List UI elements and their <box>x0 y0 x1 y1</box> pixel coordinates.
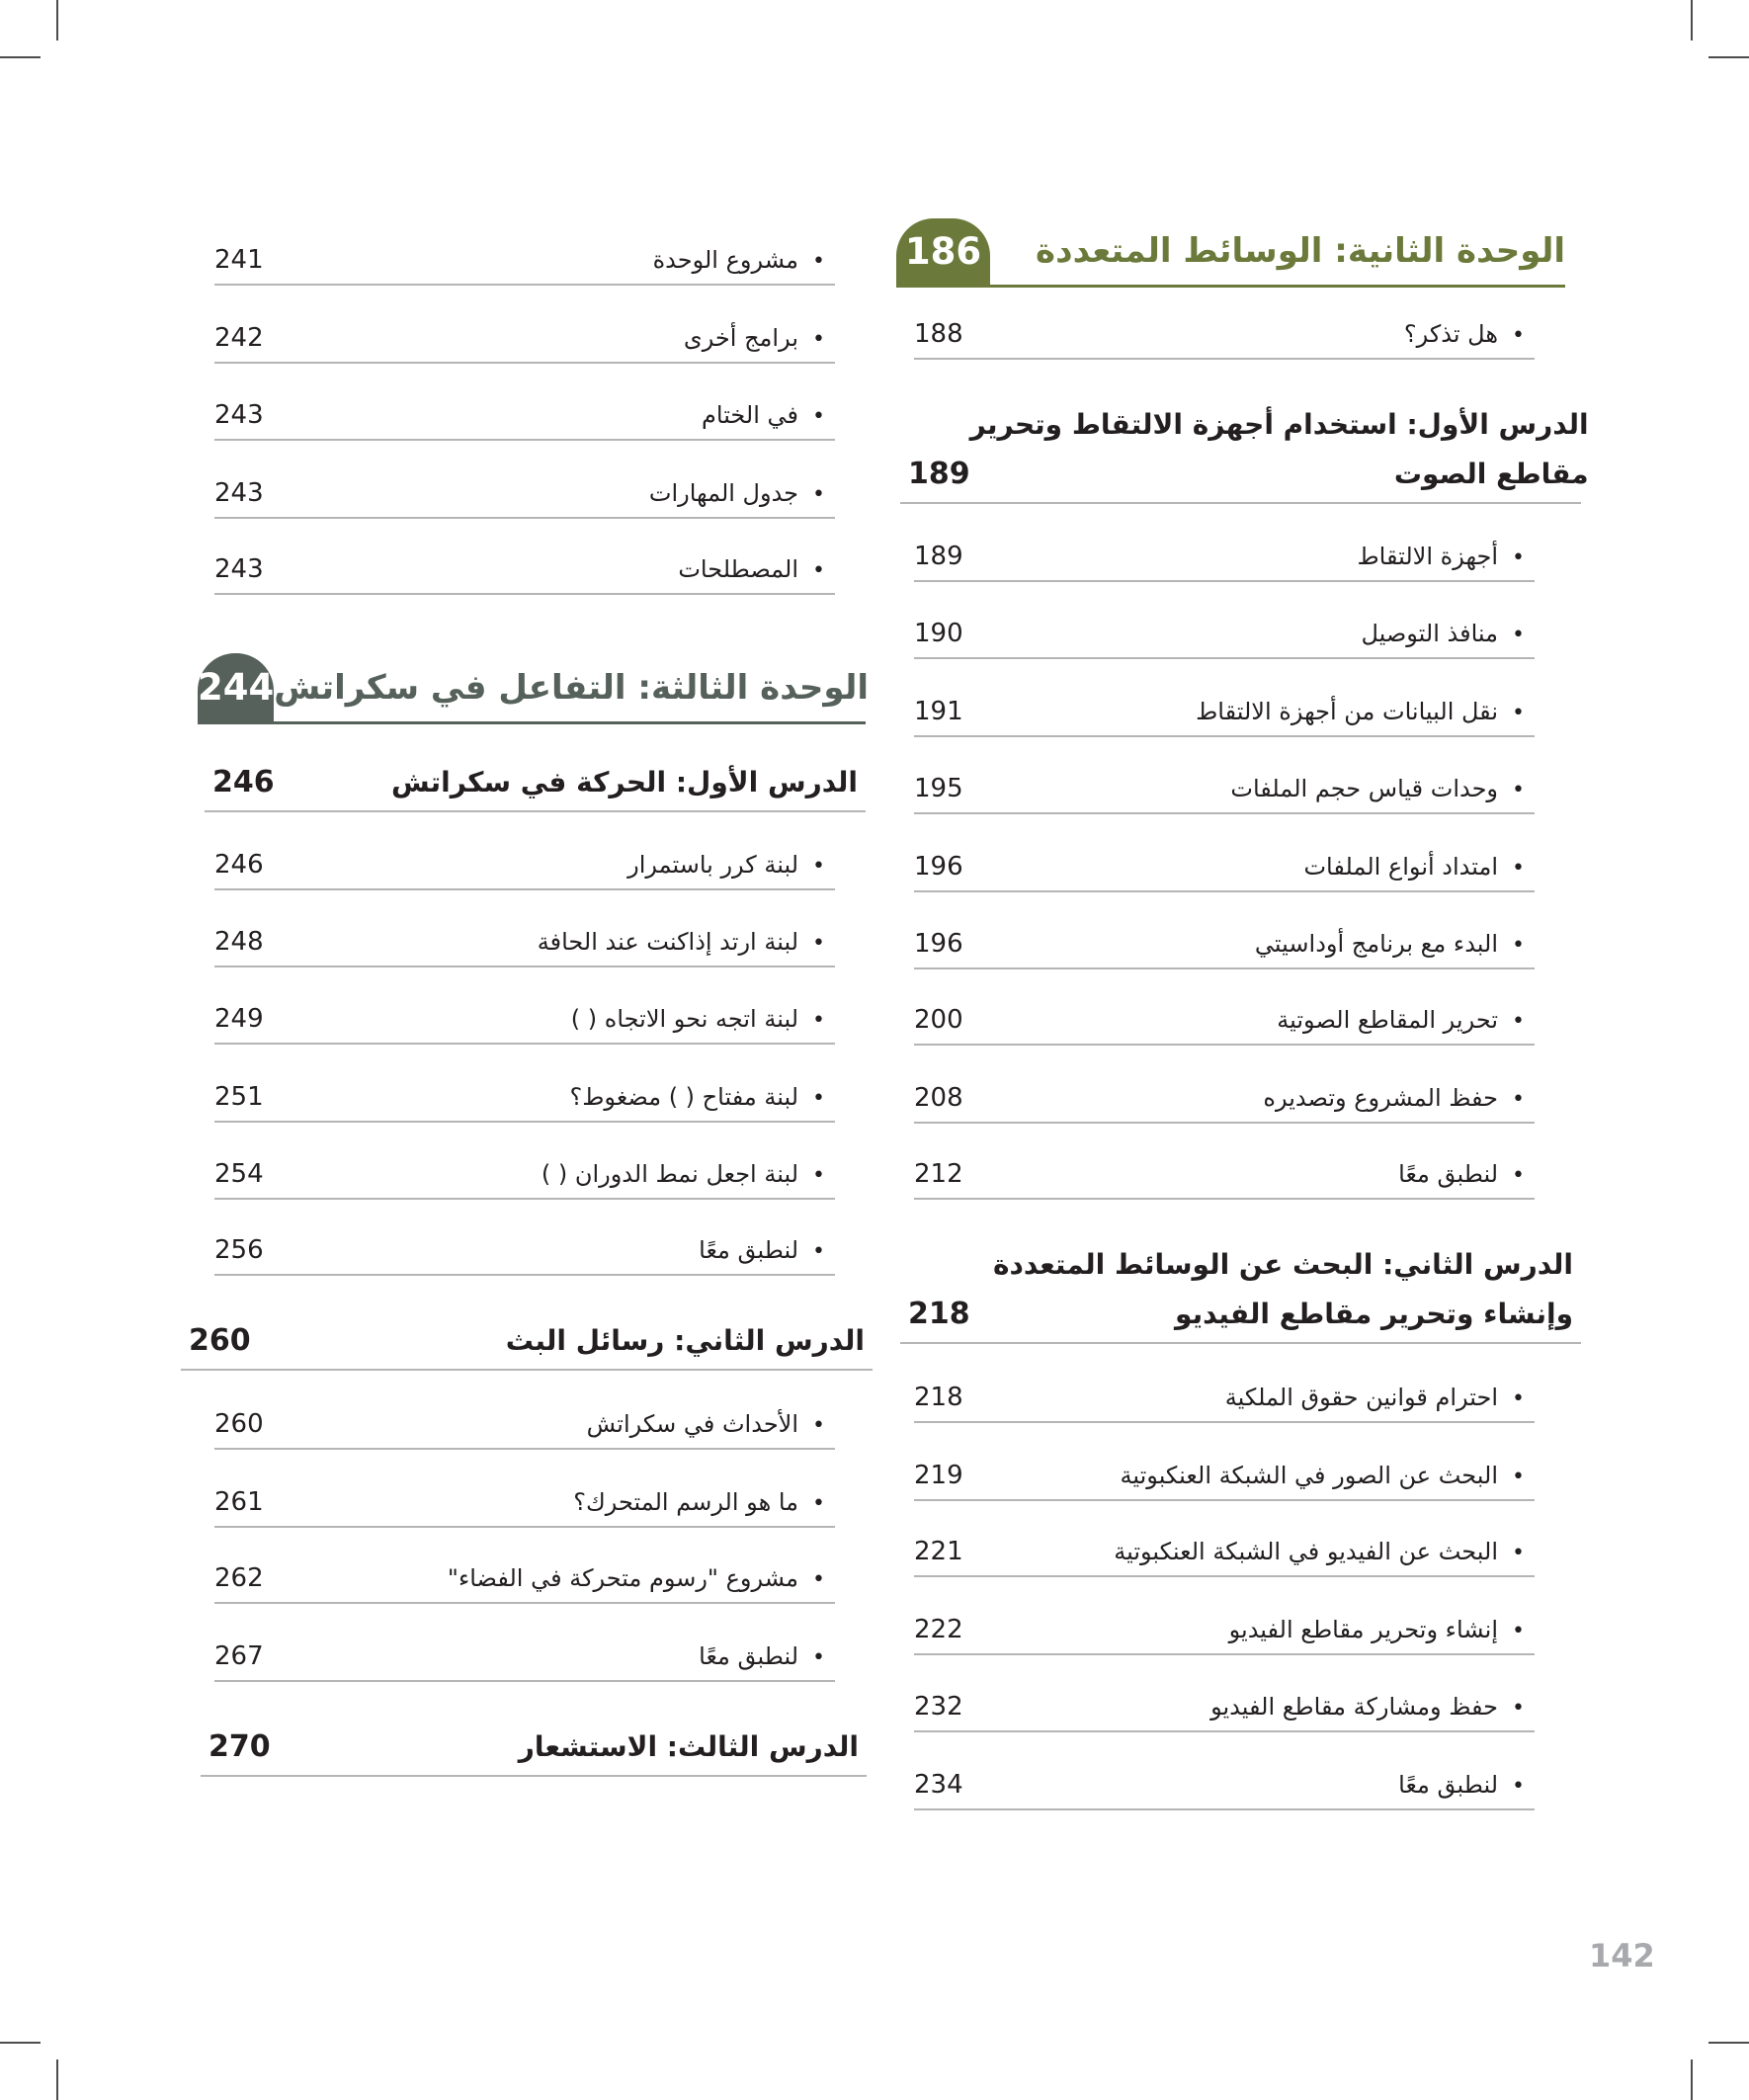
toc-item <box>214 1150 835 1200</box>
lesson-title <box>970 400 1597 502</box>
lesson-heading <box>900 1240 1581 1344</box>
toc-item <box>214 1073 835 1123</box>
toc-item-label: • لبنة كرر باستمرار <box>627 851 835 879</box>
lesson-heading <box>201 1722 867 1777</box>
toc-item-label: • احترام قوانين حقوق الملكية <box>1225 1384 1535 1411</box>
toc-item <box>214 546 835 595</box>
toc-item <box>914 688 1535 737</box>
unit-page-badge: 186 <box>896 218 990 285</box>
toc-item-page: 212 <box>914 1159 963 1189</box>
toc-item-page: 218 <box>914 1383 963 1412</box>
toc-item-page: 208 <box>914 1083 963 1113</box>
toc-item-label: • ما هو الرسم المتحرك؟ <box>573 1488 835 1516</box>
lesson-title <box>993 1240 1581 1342</box>
crop-mark <box>0 2042 41 2044</box>
page-number: 142 <box>1589 1937 1655 1974</box>
toc-item-page: 246 <box>214 850 264 880</box>
toc-item-page: 243 <box>214 554 264 584</box>
lesson-title <box>506 1316 873 1369</box>
toc-item <box>914 1683 1535 1732</box>
lesson-title <box>391 758 866 810</box>
toc-item <box>214 918 835 967</box>
unit-page-badge: 244 <box>198 653 274 721</box>
lesson-page-number: 270 <box>208 1729 271 1764</box>
crop-mark <box>1708 2042 1749 2044</box>
toc-item-label: • حفظ المشروع وتصديره <box>1263 1084 1535 1112</box>
toc-item-label: • نقل البيانات من أجهزة الالتقاط <box>1196 698 1535 725</box>
toc-item-page: 222 <box>914 1615 963 1644</box>
lesson-page-number: 246 <box>212 765 275 799</box>
toc-item-label: • إنشاء وتحرير مقاطع الفيديو <box>1229 1616 1535 1643</box>
lesson-title-line: الدرس الثاني: رسائل البث <box>505 1324 865 1357</box>
unit-title: الوحدة الثانية: الوسائط المتعددة <box>1036 231 1565 271</box>
toc-item-page: 261 <box>214 1487 264 1517</box>
lesson-heading <box>900 400 1589 504</box>
toc-item-page: 243 <box>214 478 264 508</box>
lesson-heading <box>205 758 866 812</box>
toc-item <box>214 1554 835 1604</box>
toc-item-label: • في الختام <box>702 401 835 429</box>
toc-item-label: • الأحداث في سكراتش <box>587 1410 835 1438</box>
toc-item <box>214 469 835 519</box>
toc-item-page: 234 <box>914 1770 963 1800</box>
toc-item <box>914 996 1535 1046</box>
toc-item <box>214 391 835 441</box>
toc-item-page: 190 <box>914 619 963 648</box>
toc-item-label: • لبنة ارتد إذاكنت عند الحافة <box>538 928 835 956</box>
toc-item-page: 219 <box>914 1461 963 1490</box>
lesson-page-number: 260 <box>189 1323 251 1358</box>
toc-item <box>214 1478 835 1528</box>
toc-item-label: • لبنة مفتاح ( ) مضغوط؟ <box>569 1083 835 1111</box>
toc-item-page: 195 <box>914 774 963 803</box>
toc-item-page: 267 <box>214 1641 264 1671</box>
toc-item-label: • منافذ التوصيل <box>1361 620 1535 647</box>
toc-item <box>214 236 835 286</box>
toc-item-label: • أجهزة الالتقاط <box>1357 543 1535 570</box>
toc-item-label: • لبنة اتجه نحو الاتجاه ( ) <box>571 1005 835 1033</box>
toc-item <box>214 995 835 1045</box>
toc-item-page: 241 <box>214 245 264 275</box>
lesson-page-number: 189 <box>908 457 970 491</box>
toc-item <box>914 533 1535 582</box>
toc-item <box>214 314 835 364</box>
crop-mark <box>56 0 58 41</box>
toc-item-page: 248 <box>214 927 264 957</box>
lesson-title-line: مقاطع الصوت <box>1393 458 1589 490</box>
toc-item <box>914 843 1535 892</box>
toc-item-page: 191 <box>914 697 963 726</box>
lesson-page-number: 218 <box>908 1297 970 1331</box>
toc-item-page: 196 <box>914 929 963 959</box>
crop-mark <box>1691 2059 1693 2100</box>
toc-item-label: • امتداد أنواع الملفات <box>1303 853 1535 881</box>
toc-item <box>914 1374 1535 1423</box>
toc-item-label: • البحث عن الصور في الشبكة العنكبوتية <box>1121 1462 1536 1489</box>
toc-item-label: • تحرير المقاطع الصوتية <box>1277 1006 1535 1034</box>
toc-item-label: • هل تذكر؟ <box>1404 320 1535 348</box>
toc-item <box>914 1150 1535 1200</box>
toc-item <box>914 610 1535 659</box>
unit-heading <box>198 653 870 724</box>
toc-item-page: 242 <box>214 323 264 353</box>
toc-item <box>914 1452 1535 1501</box>
toc-item-page: 189 <box>914 542 963 571</box>
toc-item-page: 221 <box>914 1537 963 1566</box>
toc-item <box>214 1226 835 1276</box>
toc-item-page: 262 <box>214 1563 264 1593</box>
toc-item-page: 254 <box>214 1159 264 1189</box>
toc-item <box>914 1528 1535 1577</box>
toc-item <box>214 1400 835 1450</box>
toc-item-page: 188 <box>914 319 963 349</box>
crop-mark <box>1691 0 1693 41</box>
lesson-title-line: وإنشاء وتحرير مقاطع الفيديو <box>1175 1298 1573 1330</box>
toc-item <box>214 1633 835 1682</box>
toc-item-page: 260 <box>214 1409 264 1439</box>
lesson-title-line: الدرس الثاني: البحث عن الوسائط المتعددة <box>993 1248 1573 1281</box>
lesson-title-line: الدرس الثالث: الاستشعار <box>518 1730 859 1763</box>
lesson-heading <box>181 1316 873 1371</box>
toc-item <box>914 920 1535 969</box>
toc-item-label: • لنطبق معًا <box>1398 1160 1535 1188</box>
toc-item-label: • حفظ ومشاركة مقاطع الفيديو <box>1210 1693 1535 1721</box>
toc-item-label: • جدول المهارات <box>649 479 835 507</box>
lesson-title-line: الدرس الأول: استخدام أجهزة الالتقاط وتحرير <box>969 408 1589 441</box>
toc-item <box>914 310 1535 360</box>
toc-item <box>914 1761 1535 1810</box>
toc-item-label: • لنطبق معًا <box>699 1642 835 1670</box>
toc-item-page: 196 <box>914 852 963 882</box>
toc-item <box>914 765 1535 814</box>
toc-item-label: • وحدات قياس حجم الملفات <box>1230 775 1535 802</box>
toc-item-page: 200 <box>914 1005 963 1035</box>
crop-mark <box>0 56 41 58</box>
toc-item-label: • مشروع الوحدة <box>653 246 835 274</box>
toc-item-page: 232 <box>914 1692 963 1722</box>
toc-item-page: 251 <box>214 1082 264 1112</box>
unit-title: الوحدة الثالثة: التفاعل في سكراتش <box>274 668 870 708</box>
crop-mark <box>1708 56 1749 58</box>
toc-item <box>214 841 835 890</box>
unit-heading <box>896 218 1565 288</box>
toc-item <box>914 1074 1535 1124</box>
toc-item-page: 256 <box>214 1235 264 1265</box>
toc-item-label: • لبنة اجعل نمط الدوران ( ) <box>541 1160 835 1188</box>
toc-item-page: 249 <box>214 1004 264 1034</box>
toc-item-label: • لنطبق معًا <box>1398 1771 1535 1799</box>
toc-item <box>914 1606 1535 1655</box>
toc-item-page: 243 <box>214 400 264 430</box>
toc-item-label: • مشروع "رسوم متحركة في الفضاء" <box>448 1564 835 1592</box>
toc-item-label: • لنطبق معًا <box>699 1236 835 1264</box>
lesson-title <box>519 1722 867 1775</box>
toc-item-label: • المصطلحات <box>678 555 835 583</box>
lesson-title-line: الدرس الأول: الحركة في سكراتش <box>391 766 858 798</box>
toc-item-label: • البدء مع برنامج أوداسيتي <box>1255 930 1535 958</box>
crop-mark <box>56 2059 58 2100</box>
toc-item-label: • برامج أخرى <box>684 324 835 352</box>
toc-item-label: • البحث عن الفيديو في الشبكة العنكبوتية <box>1114 1538 1535 1565</box>
